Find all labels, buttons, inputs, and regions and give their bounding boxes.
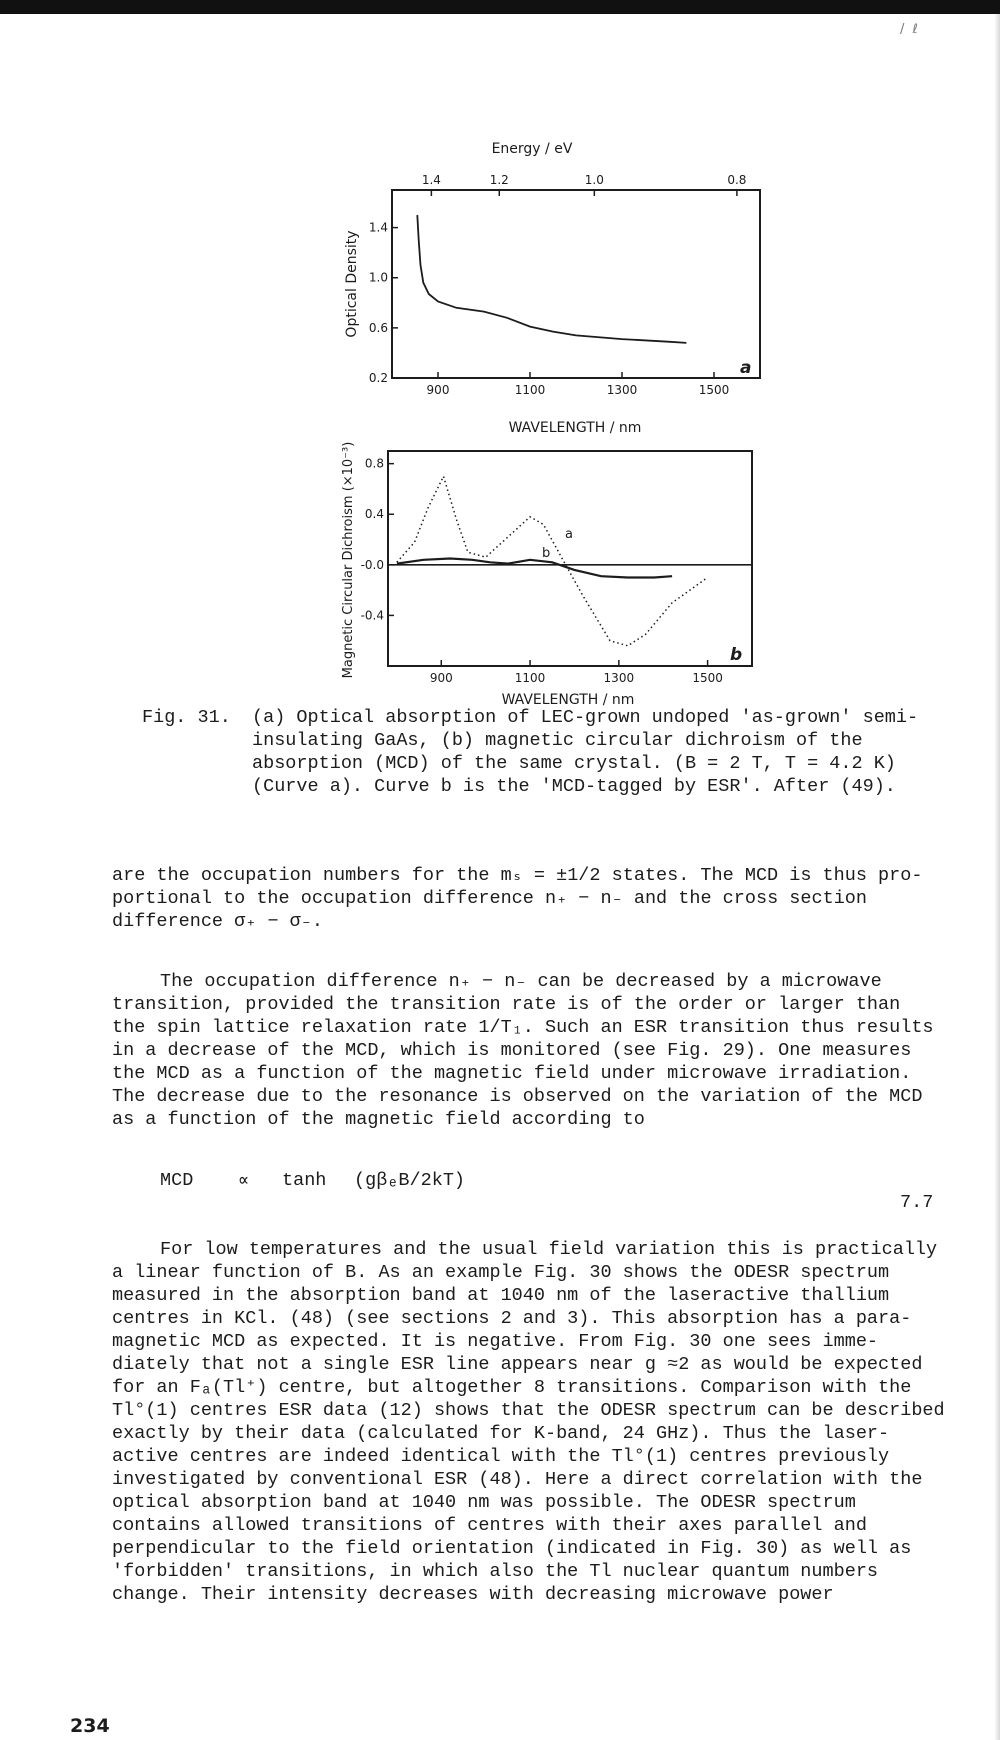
- text-line: The decrease due to the resonance is observed on the variation of the MCD: [112, 1086, 923, 1107]
- equation-7-7: [160, 1170, 940, 1213]
- equation-proportional-symbol: ∝: [238, 1171, 250, 1192]
- equation-argument: (gβₑB/2kT): [354, 1170, 466, 1191]
- text-line: as a function of the magnetic field according to: [112, 1109, 645, 1130]
- caption-line: (a) Optical absorption of LEC-grown undoped 'as-grown' semi-: [252, 707, 919, 728]
- panel-a-y-ticks: [369, 221, 398, 385]
- text-line: 'forbidden' transitions, in which also the Tl nuclear quantum numbers: [112, 1561, 879, 1582]
- x-tick-label: 1500: [698, 383, 730, 397]
- curve-b-tag: b: [542, 546, 551, 561]
- caption-line: insulating GaAs, (b) magnetic circular dichroism of the: [252, 730, 863, 751]
- caption-label: Fig. 31.: [142, 707, 231, 728]
- equation-number: 7.7: [900, 1192, 934, 1213]
- mcd-curve-b: [397, 559, 672, 578]
- x-tick-label: 1100: [514, 671, 546, 685]
- text-line: exactly by their data (calculated for K-band, 24 GHz). Thus the laser-: [112, 1423, 890, 1444]
- paragraph-1: [112, 864, 972, 933]
- figure-caption: [142, 706, 962, 798]
- text-line: investigated by conventional ESR (48). Here a direct correlation with the: [112, 1469, 923, 1490]
- panel-a-x-label: WAVELENGTH / nm: [508, 420, 642, 436]
- equation-lhs: MCD: [160, 1170, 194, 1191]
- paragraph-2: [112, 970, 972, 1131]
- y-tick-label: 1.0: [368, 270, 388, 285]
- energy-tick-label: 0.8: [727, 173, 747, 187]
- paragraph-3: [112, 1238, 972, 1606]
- page-number: 234: [70, 1715, 110, 1737]
- y-tick-label: -0.0: [360, 557, 384, 572]
- text-line: For low temperatures and the usual field variation this is practically: [160, 1239, 938, 1260]
- caption-line: (Curve a). Curve b is the 'MCD-tagged by ESR'. After (49).: [252, 776, 896, 797]
- panel-b-x-label: WAVELENGTH / nm: [501, 692, 635, 708]
- text-line: for an Fₐ(Tl⁺) centre, but altogether 8 transitions. Comparison with the: [112, 1377, 912, 1398]
- text-line: change. Their intensity decreases with decreasing microwave power: [112, 1584, 834, 1605]
- panel-b-x-ticks: [430, 660, 723, 685]
- panel-b: [341, 442, 752, 708]
- text-line: measured in the absorption band at 1040 nm of the laseractive thallium: [112, 1285, 890, 1306]
- energy-axis-label: Energy / eV: [491, 141, 573, 157]
- x-tick-label: 900: [429, 671, 453, 685]
- text-line: the spin lattice relaxation rate 1/T₁. Such an ESR transition thus results: [112, 1017, 934, 1038]
- panel-b-letter: b: [730, 645, 743, 665]
- x-tick-label: 1300: [606, 383, 638, 397]
- caption-line: absorption (MCD) of the same crystal. (B = 2 T, T = 4.2 K): [252, 753, 896, 774]
- figure-31: [0, 0, 1000, 720]
- curve-a-tag: a: [565, 527, 573, 542]
- text-line: diately that not a single ESR line appears near g ≈2 as would be expected: [112, 1354, 923, 1375]
- text-line: the MCD as a function of the magnetic field under microwave irradiation.: [112, 1063, 912, 1084]
- x-tick-label: 1500: [692, 671, 723, 685]
- x-tick-label: 1100: [514, 383, 546, 397]
- panel-a-letter: a: [740, 358, 752, 378]
- text-line: a linear function of B. As an example Fig. 30 shows the ODESR spectrum: [112, 1262, 890, 1283]
- y-tick-label: 0.8: [364, 456, 384, 471]
- text-line: perpendicular to the field orientation (indicated in Fig. 30) as well as: [112, 1538, 912, 1559]
- equation-function: tanh: [282, 1170, 327, 1191]
- y-tick-label: 0.2: [368, 371, 388, 385]
- text-line: optical absorption band at 1040 nm was possible. The ODESR spectrum: [112, 1492, 856, 1513]
- panel-a-frame: [392, 190, 760, 378]
- text-line: active centres are indeed identical with the Tl°(1) centres previously: [112, 1446, 890, 1467]
- text-line: in a decrease of the MCD, which is monitored (see Fig. 29). One measures: [112, 1040, 912, 1061]
- energy-tick-label: 1.0: [584, 173, 604, 187]
- panel-b-y-label: Magnetic Circular Dichroism (×10⁻³): [341, 441, 356, 679]
- text-line: transition, provided the transition rate is of the order or larger than: [112, 994, 901, 1015]
- text-line: portional to the occupation difference n₊ − n₋ and the cross section: [112, 888, 867, 909]
- energy-tick-label: 1.4: [421, 173, 441, 187]
- text-line: difference σ₊ − σ₋.: [112, 911, 324, 932]
- energy-tick-label: 1.2: [489, 173, 509, 187]
- mcd-curve-a: [397, 476, 708, 646]
- y-tick-label: 0.6: [368, 320, 388, 335]
- text-line: Tl°(1) centres ESR data (12) shows that the ODESR spectrum can be described: [112, 1400, 945, 1421]
- x-tick-label: 1300: [603, 671, 635, 685]
- panel-a-y-label: Optical Density: [344, 230, 360, 338]
- absorption-curve: [417, 215, 686, 343]
- text-line: contains allowed transitions of centres with their axes parallel and: [112, 1515, 867, 1536]
- text-line: magnetic MCD as expected. It is negative. From Fig. 30 one sees imme-: [112, 1331, 879, 1352]
- y-tick-label: 0.4: [364, 507, 384, 522]
- text-line: centres in KCl. (48) (see sections 2 and 3). This absorption has a para-: [112, 1308, 912, 1329]
- panel-a-x-ticks: [427, 372, 730, 397]
- panel-a: [344, 141, 760, 436]
- y-tick-label: 1.4: [368, 220, 388, 235]
- x-tick-label: 900: [426, 383, 450, 397]
- y-tick-label: -0.4: [360, 608, 384, 623]
- text-line: The occupation difference n₊ − n₋ can be decreased by a microwave: [160, 971, 882, 992]
- text-line: are the occupation numbers for the mₛ = ±1/2 states. The MCD is thus pro-: [112, 865, 923, 886]
- corner-mark: / ℓ: [900, 22, 920, 37]
- energy-ticks: [422, 173, 747, 196]
